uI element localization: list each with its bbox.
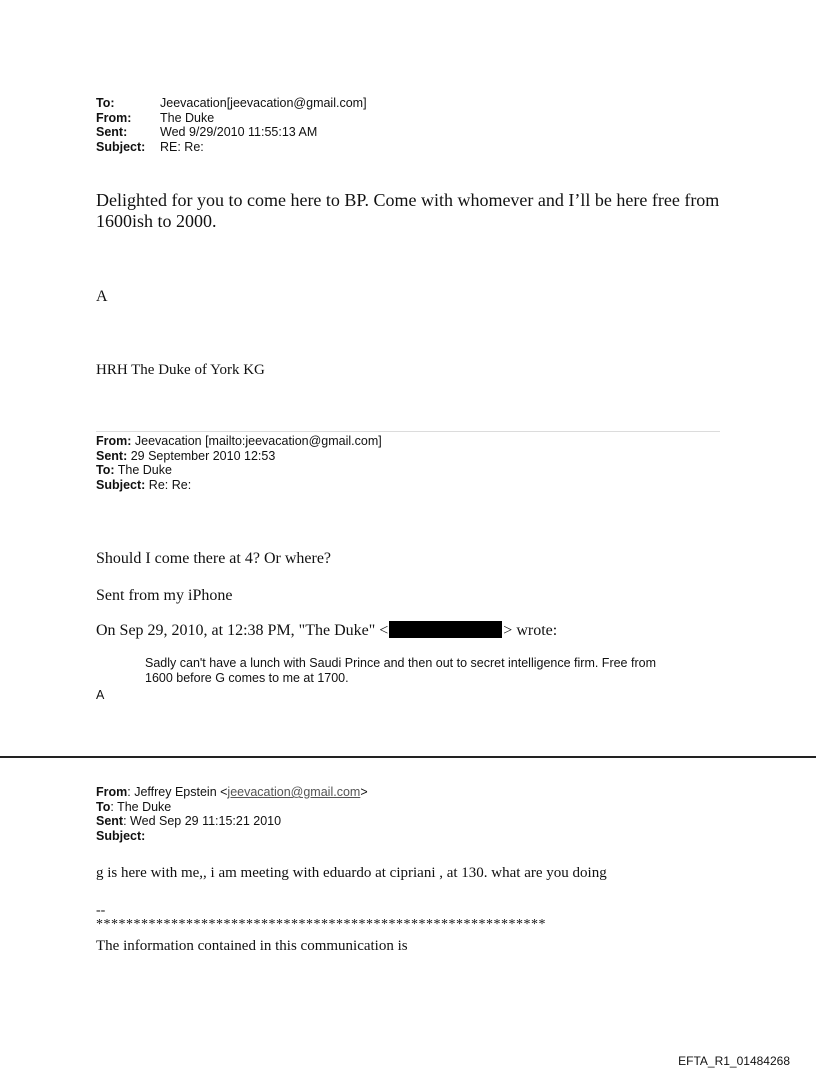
fwd2-to-value: : The Duke xyxy=(110,799,172,814)
subject-label: Subject: xyxy=(96,139,146,154)
fwd2-subject-value: : xyxy=(141,828,146,843)
forwarded-header-2 xyxy=(96,785,368,843)
fwd1-from-row xyxy=(96,434,382,449)
message3-body: g is here with me,, i am meeting with eduardo at cipriani , at 130. what are you doing xyxy=(96,865,607,881)
fwd2-to-label: To xyxy=(96,799,111,814)
fwd1-to-value: The Duke xyxy=(114,463,172,477)
fwd2-from-label: From xyxy=(96,785,128,799)
fwd1-to-label: To: xyxy=(96,463,115,477)
fwd2-to-row xyxy=(96,800,368,815)
fwd1-subject-row xyxy=(96,478,382,493)
to-value: Jeevacation[jeevacation@gmail.com] xyxy=(160,96,367,110)
wrote-suffix: > wrote: xyxy=(503,622,558,639)
forwarded-header-1 xyxy=(96,434,382,492)
message2-wrote-line xyxy=(96,621,557,640)
signature-dash: -- xyxy=(96,903,106,918)
sent-value: Wed 9/29/2010 11:55:13 AM xyxy=(160,125,318,139)
fwd2-sent-value: : Wed Sep 29 11:15:21 2010 xyxy=(123,814,282,828)
quoted-initial: A xyxy=(96,688,105,702)
from-value: The Duke xyxy=(160,110,215,125)
fwd2-sent-label: Sent xyxy=(96,814,124,828)
subject-value: RE: Re: xyxy=(160,139,204,154)
fwd1-sent-value: 29 September 2010 12:53 xyxy=(127,448,276,463)
disclaimer-text: The information contained in this communication is xyxy=(96,938,408,954)
message2-line1: Should I come there at 4? Or where? xyxy=(96,550,332,567)
wrote-prefix: On Sep 29, 2010, at 12:38 PM, "The Duke" < xyxy=(96,622,389,639)
header-to-row xyxy=(96,96,367,111)
sent-label: Sent: xyxy=(96,125,128,139)
header-subject-row xyxy=(96,140,367,155)
email-header xyxy=(96,96,367,154)
fwd1-to-row xyxy=(96,463,382,478)
fwd1-from-label: From: xyxy=(96,434,132,448)
reply-initial: A xyxy=(96,288,108,305)
fwd1-sent-label: Sent: xyxy=(96,448,128,463)
fwd1-subject-label: Subject: xyxy=(96,477,146,492)
message2-line2: Sent from my iPhone xyxy=(96,587,233,604)
fwd1-subject-value: Re: Re: xyxy=(145,477,192,492)
fwd2-sent-row xyxy=(96,814,368,829)
redaction-box xyxy=(389,621,502,638)
to-label: To: xyxy=(96,96,115,110)
reply-body: Delighted for you to come here to BP. Come with whomever and I’ll be here free from 1600ish to 2000. xyxy=(96,190,720,231)
bates-number: EFTA_R1_01484268 xyxy=(678,1054,790,1068)
header-from-row xyxy=(96,111,367,126)
fwd2-from-name: : Jeffrey Epstein < xyxy=(127,785,228,799)
quoted-message: Sadly can't have a lunch with Saudi Prince and then out to secret intelligence firm. Free from 1600 before G comes to me at 1700. xyxy=(145,656,656,685)
star-divider: ************************************************************ xyxy=(96,917,546,932)
fwd2-subject-label: Subject xyxy=(96,828,142,843)
fwd1-from-value: Jeevacation [mailto:jeevacation@gmail.com] xyxy=(131,434,382,448)
fwd2-from-row xyxy=(96,785,368,800)
fwd2-email-link[interactable]: jeevacation@gmail.com xyxy=(227,785,361,799)
reply-signature: HRH The Duke of York KG xyxy=(96,362,265,378)
fwd2-subject-row xyxy=(96,829,368,844)
header-sent-row xyxy=(96,125,367,140)
fwd1-sent-row xyxy=(96,449,382,464)
fwd2-from-close: > xyxy=(360,785,368,799)
from-label: From: xyxy=(96,110,132,125)
divider-thick xyxy=(0,756,816,758)
divider-thin xyxy=(96,431,720,432)
